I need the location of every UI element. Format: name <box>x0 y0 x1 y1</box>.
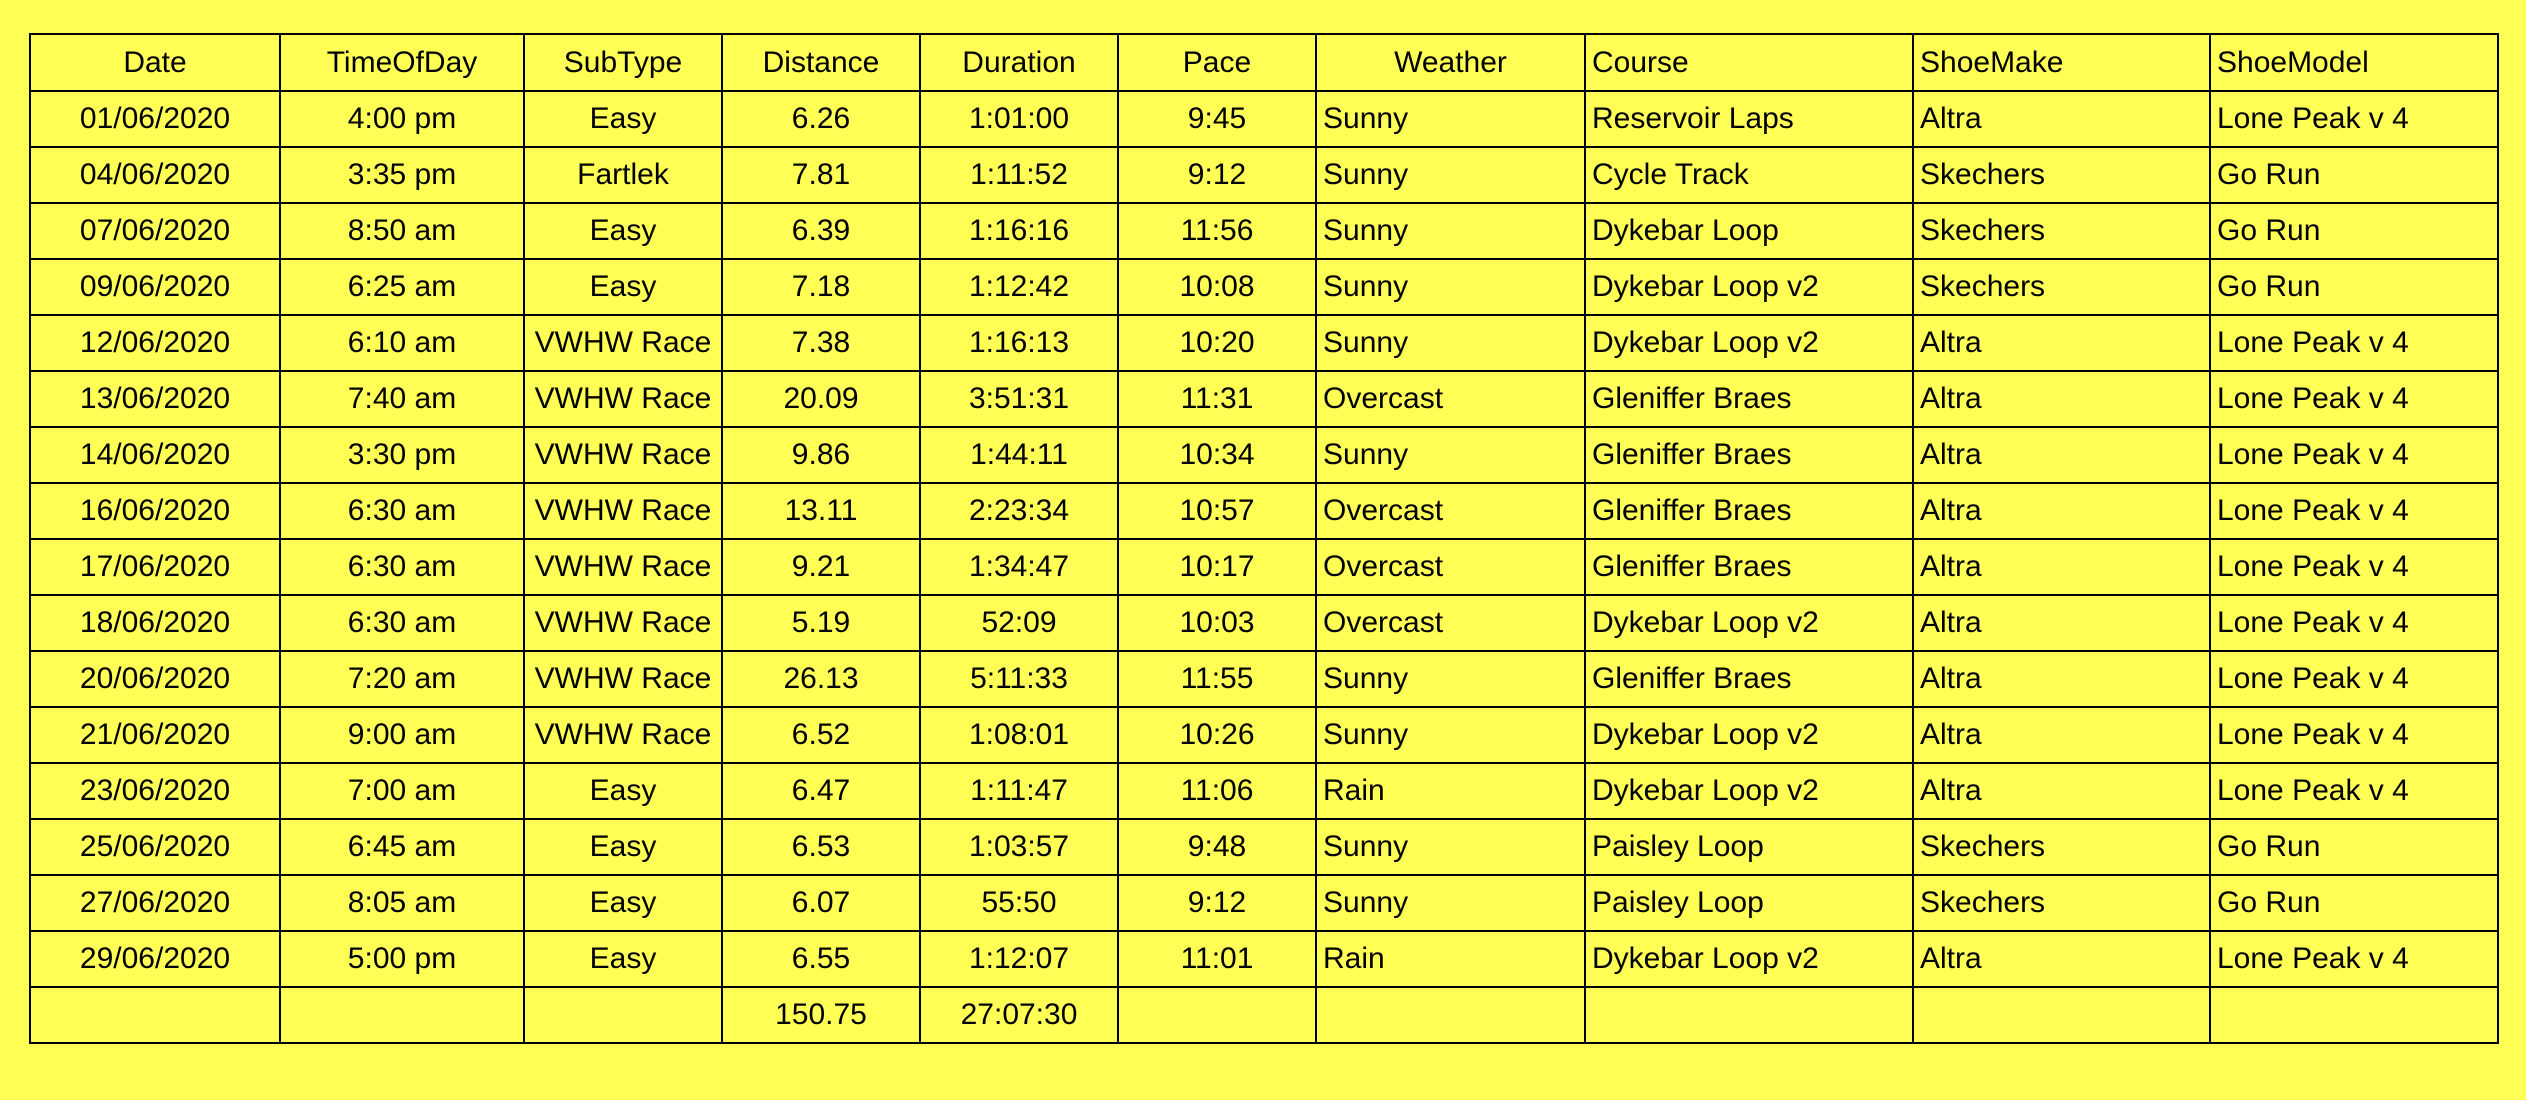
header-shoemodel: ShoeModel <box>2210 34 2498 91</box>
cell-course: Gleniffer Braes <box>1585 427 1913 483</box>
cell-course: Dykebar Loop <box>1585 203 1913 259</box>
table-row <box>30 819 2498 875</box>
cell-duration: 1:11:47 <box>920 763 1118 819</box>
table-row <box>30 259 2498 315</box>
cell-subtype: VWHW Race <box>524 707 722 763</box>
table-row <box>30 315 2498 371</box>
cell-weather: Rain <box>1316 931 1585 987</box>
cell-distance: 6.52 <box>722 707 920 763</box>
cell-course: Gleniffer Braes <box>1585 651 1913 707</box>
totals-empty-cell <box>2210 987 2498 1043</box>
cell-shoemake: Altra <box>1913 91 2210 147</box>
header-shoemake: ShoeMake <box>1913 34 2210 91</box>
cell-date: 13/06/2020 <box>30 371 280 427</box>
cell-weather: Overcast <box>1316 539 1585 595</box>
cell-pace: 11:31 <box>1118 371 1316 427</box>
cell-duration: 52:09 <box>920 595 1118 651</box>
cell-timeofday: 7:40 am <box>280 371 524 427</box>
cell-shoemake: Altra <box>1913 651 2210 707</box>
cell-subtype: VWHW Race <box>524 651 722 707</box>
cell-timeofday: 6:25 am <box>280 259 524 315</box>
header-timeofday: TimeOfDay <box>280 34 524 91</box>
cell-duration: 2:23:34 <box>920 483 1118 539</box>
cell-course: Paisley Loop <box>1585 875 1913 931</box>
cell-date: 25/06/2020 <box>30 819 280 875</box>
cell-timeofday: 4:00 pm <box>280 91 524 147</box>
cell-course: Dykebar Loop v2 <box>1585 259 1913 315</box>
cell-timeofday: 6:30 am <box>280 595 524 651</box>
cell-timeofday: 3:30 pm <box>280 427 524 483</box>
cell-pace: 10:08 <box>1118 259 1316 315</box>
table-row <box>30 483 2498 539</box>
header-pace: Pace <box>1118 34 1316 91</box>
cell-weather: Sunny <box>1316 147 1585 203</box>
cell-timeofday: 8:05 am <box>280 875 524 931</box>
cell-weather: Sunny <box>1316 875 1585 931</box>
cell-timeofday: 8:50 am <box>280 203 524 259</box>
cell-weather: Overcast <box>1316 371 1585 427</box>
cell-shoemake: Altra <box>1913 539 2210 595</box>
cell-course: Gleniffer Braes <box>1585 483 1913 539</box>
cell-duration: 1:01:00 <box>920 91 1118 147</box>
cell-pace: 10:34 <box>1118 427 1316 483</box>
cell-course: Gleniffer Braes <box>1585 371 1913 427</box>
cell-subtype: VWHW Race <box>524 595 722 651</box>
cell-distance: 7.81 <box>722 147 920 203</box>
cell-course: Dykebar Loop v2 <box>1585 763 1913 819</box>
cell-course: Cycle Track <box>1585 147 1913 203</box>
cell-subtype: Easy <box>524 875 722 931</box>
cell-subtype: Easy <box>524 763 722 819</box>
cell-date: 21/06/2020 <box>30 707 280 763</box>
header-row <box>30 34 2498 91</box>
cell-pace: 10:57 <box>1118 483 1316 539</box>
table-row <box>30 651 2498 707</box>
cell-pace: 9:12 <box>1118 147 1316 203</box>
cell-distance: 6.07 <box>722 875 920 931</box>
cell-duration: 55:50 <box>920 875 1118 931</box>
totals-empty-cell <box>524 987 722 1043</box>
cell-date: 09/06/2020 <box>30 259 280 315</box>
header-duration: Duration <box>920 34 1118 91</box>
cell-shoemodel: Lone Peak v 4 <box>2210 91 2498 147</box>
cell-date: 18/06/2020 <box>30 595 280 651</box>
cell-subtype: Easy <box>524 91 722 147</box>
header-subtype: SubType <box>524 34 722 91</box>
totals-row <box>30 987 2498 1043</box>
cell-shoemake: Altra <box>1913 707 2210 763</box>
cell-pace: 11:56 <box>1118 203 1316 259</box>
totals-empty-cell <box>1316 987 1585 1043</box>
cell-shoemodel: Go Run <box>2210 259 2498 315</box>
table-row <box>30 707 2498 763</box>
cell-shoemake: Altra <box>1913 763 2210 819</box>
cell-duration: 1:03:57 <box>920 819 1118 875</box>
cell-timeofday: 7:20 am <box>280 651 524 707</box>
cell-shoemake: Skechers <box>1913 259 2210 315</box>
cell-shoemake: Altra <box>1913 371 2210 427</box>
totals-empty-cell <box>30 987 280 1043</box>
cell-distance: 7.38 <box>722 315 920 371</box>
cell-course: Dykebar Loop v2 <box>1585 707 1913 763</box>
cell-date: 14/06/2020 <box>30 427 280 483</box>
table-body <box>30 91 2498 987</box>
cell-distance: 6.53 <box>722 819 920 875</box>
cell-shoemodel: Go Run <box>2210 875 2498 931</box>
cell-course: Dykebar Loop v2 <box>1585 315 1913 371</box>
cell-shoemake: Skechers <box>1913 147 2210 203</box>
cell-weather: Rain <box>1316 763 1585 819</box>
cell-shoemake: Altra <box>1913 931 2210 987</box>
cell-pace: 9:45 <box>1118 91 1316 147</box>
cell-duration: 1:34:47 <box>920 539 1118 595</box>
cell-pace: 11:55 <box>1118 651 1316 707</box>
cell-duration: 1:12:42 <box>920 259 1118 315</box>
cell-subtype: VWHW Race <box>524 427 722 483</box>
cell-course: Dykebar Loop v2 <box>1585 931 1913 987</box>
table-row <box>30 931 2498 987</box>
cell-duration: 1:16:13 <box>920 315 1118 371</box>
cell-distance: 6.47 <box>722 763 920 819</box>
cell-shoemake: Skechers <box>1913 875 2210 931</box>
cell-course: Reservoir Laps <box>1585 91 1913 147</box>
cell-date: 20/06/2020 <box>30 651 280 707</box>
cell-distance: 6.55 <box>722 931 920 987</box>
cell-timeofday: 5:00 pm <box>280 931 524 987</box>
cell-shoemake: Skechers <box>1913 819 2210 875</box>
cell-weather: Sunny <box>1316 707 1585 763</box>
cell-pace: 10:26 <box>1118 707 1316 763</box>
table-row <box>30 539 2498 595</box>
cell-weather: Sunny <box>1316 203 1585 259</box>
cell-distance: 20.09 <box>722 371 920 427</box>
cell-weather: Sunny <box>1316 91 1585 147</box>
table-row <box>30 427 2498 483</box>
cell-subtype: Easy <box>524 203 722 259</box>
cell-distance: 6.39 <box>722 203 920 259</box>
cell-duration: 1:12:07 <box>920 931 1118 987</box>
cell-distance: 9.86 <box>722 427 920 483</box>
cell-timeofday: 6:30 am <box>280 483 524 539</box>
cell-shoemake: Altra <box>1913 315 2210 371</box>
cell-weather: Sunny <box>1316 651 1585 707</box>
cell-duration: 1:16:16 <box>920 203 1118 259</box>
cell-course: Paisley Loop <box>1585 819 1913 875</box>
cell-distance: 13.11 <box>722 483 920 539</box>
cell-duration: 1:08:01 <box>920 707 1118 763</box>
total-distance: 150.75 <box>722 987 920 1043</box>
cell-shoemodel: Lone Peak v 4 <box>2210 707 2498 763</box>
cell-pace: 10:03 <box>1118 595 1316 651</box>
cell-shoemodel: Lone Peak v 4 <box>2210 595 2498 651</box>
runs-table <box>29 33 2499 1044</box>
cell-weather: Overcast <box>1316 483 1585 539</box>
cell-weather: Sunny <box>1316 427 1585 483</box>
cell-shoemake: Altra <box>1913 483 2210 539</box>
cell-pace: 9:48 <box>1118 819 1316 875</box>
cell-distance: 6.26 <box>722 91 920 147</box>
cell-subtype: Easy <box>524 931 722 987</box>
table-row <box>30 763 2498 819</box>
cell-timeofday: 9:00 am <box>280 707 524 763</box>
totals-empty-cell <box>1585 987 1913 1043</box>
cell-shoemodel: Lone Peak v 4 <box>2210 651 2498 707</box>
cell-weather: Sunny <box>1316 819 1585 875</box>
header-course: Course <box>1585 34 1913 91</box>
table-row <box>30 147 2498 203</box>
cell-distance: 5.19 <box>722 595 920 651</box>
table-row <box>30 91 2498 147</box>
cell-course: Dykebar Loop v2 <box>1585 595 1913 651</box>
table-row <box>30 595 2498 651</box>
cell-date: 04/06/2020 <box>30 147 280 203</box>
cell-subtype: Fartlek <box>524 147 722 203</box>
cell-pace: 10:17 <box>1118 539 1316 595</box>
cell-date: 16/06/2020 <box>30 483 280 539</box>
cell-subtype: VWHW Race <box>524 539 722 595</box>
totals-empty-cell <box>1913 987 2210 1043</box>
cell-duration: 3:51:31 <box>920 371 1118 427</box>
cell-shoemodel: Go Run <box>2210 147 2498 203</box>
cell-date: 29/06/2020 <box>30 931 280 987</box>
cell-subtype: Easy <box>524 819 722 875</box>
cell-shoemodel: Go Run <box>2210 819 2498 875</box>
cell-course: Gleniffer Braes <box>1585 539 1913 595</box>
cell-timeofday: 6:45 am <box>280 819 524 875</box>
table-row <box>30 875 2498 931</box>
cell-distance: 7.18 <box>722 259 920 315</box>
cell-date: 01/06/2020 <box>30 91 280 147</box>
cell-weather: Sunny <box>1316 315 1585 371</box>
cell-timeofday: 7:00 am <box>280 763 524 819</box>
cell-shoemodel: Go Run <box>2210 203 2498 259</box>
cell-subtype: Easy <box>524 259 722 315</box>
cell-shoemodel: Lone Peak v 4 <box>2210 763 2498 819</box>
cell-duration: 1:11:52 <box>920 147 1118 203</box>
cell-distance: 9.21 <box>722 539 920 595</box>
cell-weather: Overcast <box>1316 595 1585 651</box>
cell-date: 07/06/2020 <box>30 203 280 259</box>
totals-empty-cell <box>1118 987 1316 1043</box>
cell-date: 12/06/2020 <box>30 315 280 371</box>
header-date: Date <box>30 34 280 91</box>
cell-date: 23/06/2020 <box>30 763 280 819</box>
cell-date: 17/06/2020 <box>30 539 280 595</box>
cell-shoemodel: Lone Peak v 4 <box>2210 315 2498 371</box>
cell-timeofday: 3:35 pm <box>280 147 524 203</box>
cell-pace: 10:20 <box>1118 315 1316 371</box>
cell-subtype: VWHW Race <box>524 371 722 427</box>
cell-duration: 1:44:11 <box>920 427 1118 483</box>
cell-shoemodel: Lone Peak v 4 <box>2210 427 2498 483</box>
cell-date: 27/06/2020 <box>30 875 280 931</box>
table-row <box>30 203 2498 259</box>
cell-pace: 9:12 <box>1118 875 1316 931</box>
cell-subtype: VWHW Race <box>524 315 722 371</box>
cell-shoemake: Skechers <box>1913 203 2210 259</box>
cell-distance: 26.13 <box>722 651 920 707</box>
cell-weather: Sunny <box>1316 259 1585 315</box>
total-duration: 27:07:30 <box>920 987 1118 1043</box>
totals-empty-cell <box>280 987 524 1043</box>
cell-shoemodel: Lone Peak v 4 <box>2210 539 2498 595</box>
cell-shoemake: Altra <box>1913 595 2210 651</box>
header-weather: Weather <box>1316 34 1585 91</box>
cell-pace: 11:06 <box>1118 763 1316 819</box>
header-distance: Distance <box>722 34 920 91</box>
cell-duration: 5:11:33 <box>920 651 1118 707</box>
cell-shoemodel: Lone Peak v 4 <box>2210 483 2498 539</box>
table-row <box>30 371 2498 427</box>
cell-pace: 11:01 <box>1118 931 1316 987</box>
cell-shoemodel: Lone Peak v 4 <box>2210 371 2498 427</box>
cell-subtype: VWHW Race <box>524 483 722 539</box>
cell-timeofday: 6:10 am <box>280 315 524 371</box>
cell-timeofday: 6:30 am <box>280 539 524 595</box>
cell-shoemodel: Lone Peak v 4 <box>2210 931 2498 987</box>
cell-shoemake: Altra <box>1913 427 2210 483</box>
